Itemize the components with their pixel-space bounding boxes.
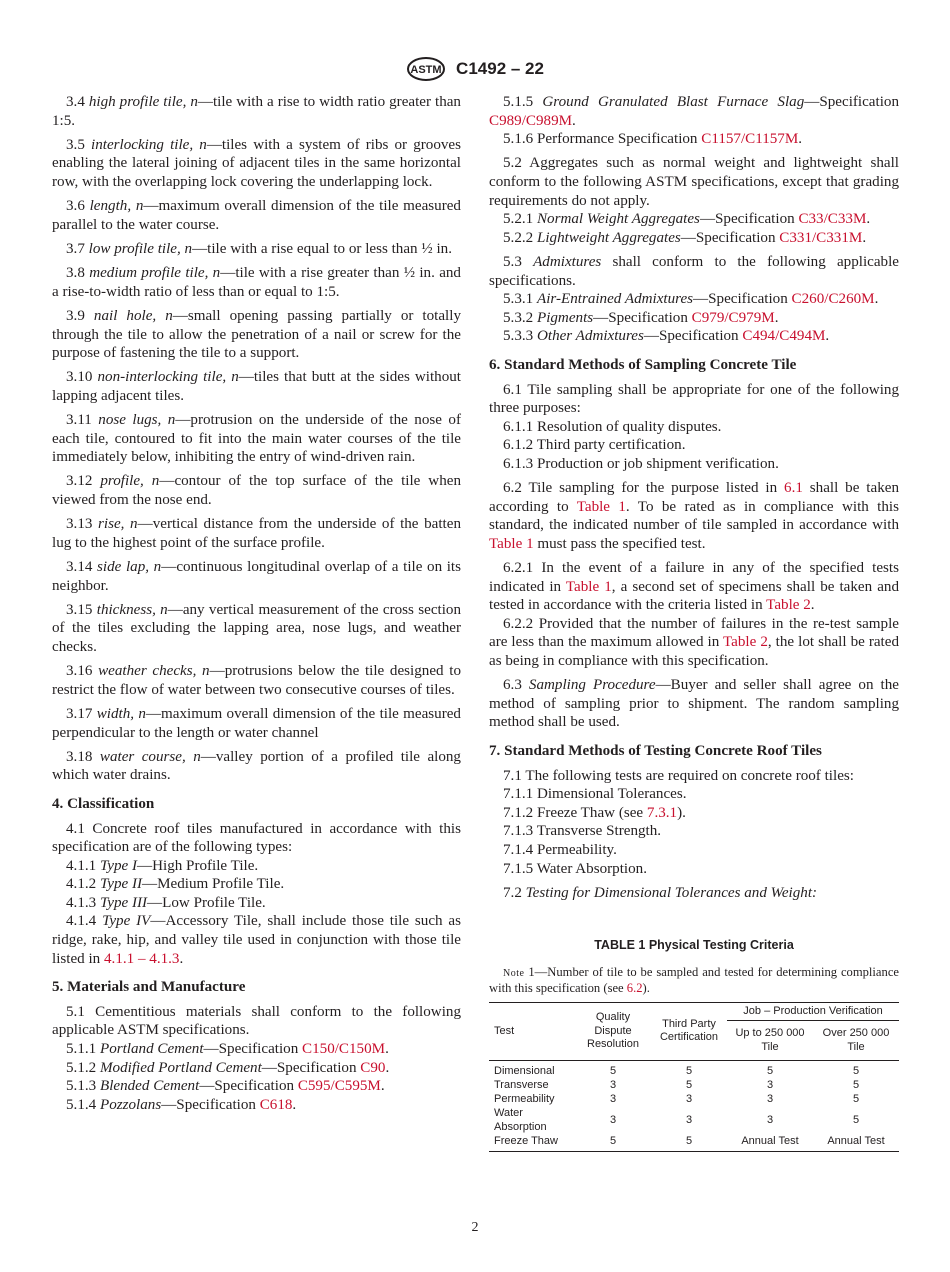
spec-link-c90[interactable]: C90 bbox=[360, 1059, 386, 1076]
page-number: 2 bbox=[471, 1220, 479, 1235]
section-ref-link[interactable]: 6.1 bbox=[784, 480, 803, 497]
definition-3-6: 3.6 length, n—maximum overall dimension of the tile measured parallel to the water course. bbox=[52, 198, 461, 233]
table-cell-value: 5 bbox=[852, 1079, 860, 1091]
table-cell-value: 3 bbox=[766, 1079, 774, 1091]
paragraph-7-1: 7.1 The following tests are required on concrete roof tiles: bbox=[503, 767, 854, 784]
definition-3-12: 3.12 profile, n—contour of the top surface of the tile when viewed from the nose end. bbox=[52, 473, 462, 509]
table-ref-link[interactable]: Table 2 bbox=[723, 634, 768, 651]
paragraph-6-1-1: 6.1.1 Resolution of quality disputes. bbox=[503, 418, 722, 435]
paragraph-5-1: 5.1 Cementitious materials shall conform to the following applicable ASTM specifications. bbox=[52, 1003, 461, 1039]
table-cell-value: 3 bbox=[766, 1114, 774, 1126]
spec-link-c618[interactable]: C618 bbox=[259, 1096, 293, 1113]
table-cell-value: 5 bbox=[852, 1065, 860, 1077]
table-cell-value: 3 bbox=[685, 1114, 693, 1126]
table-cell-value: 5 bbox=[685, 1065, 693, 1077]
spec-link-c331[interactable]: C331/C331M bbox=[779, 229, 863, 246]
table-cell-test-name: Water Absorption bbox=[494, 1107, 547, 1133]
paragraph-5-3-3: 5.3.3 Other Admixtures—Specification C494/C494M. bbox=[503, 328, 830, 345]
table-cell-value: 5 bbox=[685, 1079, 693, 1091]
spec-link-c979[interactable]: C979/C979M bbox=[691, 309, 775, 326]
table-row bbox=[489, 1134, 899, 1152]
spec-link-c150[interactable]: C150/C150M bbox=[302, 1041, 386, 1058]
table-ref-link[interactable]: Table 1 bbox=[576, 498, 626, 515]
paragraph-7-1-4: 7.1.4 Permeability. bbox=[503, 841, 617, 858]
paragraph-5-1-3: 5.1.3 Blended Cement—Specification C595/C595M. bbox=[66, 1078, 385, 1095]
table-row bbox=[489, 1061, 899, 1079]
definition-3-8: 3.8 medium profile tile, n—tile with a rise greater than ½ in. and a rise-to-width ratio of less than or equal to 1:5. bbox=[52, 265, 461, 300]
column-header-third-party: Third Party Certification bbox=[651, 1002, 727, 1061]
paragraph-5-3: 5.3 Admixtures shall conform to the following applicable specifications. bbox=[489, 253, 899, 289]
paragraph-4-1: 4.1 Concrete roof tiles manufactured in accordance with this specification are of the following types: bbox=[52, 820, 461, 856]
table-cell-value: 5 bbox=[852, 1093, 860, 1105]
definition-3-9: 3.9 nail hole, n—small opening passing partially or totally through the tile to allow the penetration of a nail or screw for the purpose of fastening the tile to a support. bbox=[52, 307, 461, 362]
spec-link-c260[interactable]: C260/C260M bbox=[791, 291, 875, 308]
column-header-over-250000: Over 250 000 Tile bbox=[813, 1021, 899, 1061]
section-heading-5: 5. Materials and Manufacture bbox=[52, 979, 246, 996]
definition-3-13: 3.13 rise, n—vertical distance from the underside of the batten lug to the highest point of the surface profile. bbox=[52, 516, 461, 551]
paragraph-5-1-6: 5.1.6 Performance Specification C1157/C1157M. bbox=[503, 131, 803, 148]
table-cell-value: 5 bbox=[575, 1134, 651, 1152]
paragraph-4-1-4: 4.1.4 Type IV—Accessory Tile, shall include those tile such as ridge, rake, hip, and valley tile used in conjunction with those tile listed in 4.1.1 – 4.1.3. bbox=[52, 913, 462, 967]
spec-link-c989[interactable]: C989/C989M bbox=[489, 112, 573, 129]
definition-3-15: 3.15 thickness, n—any vertical measurement of the cross section of the tiles excluding the lapping area, nose lugs, and weather checks. bbox=[52, 601, 461, 655]
paragraph-5-1-2: 5.1.2 Modified Portland Cement—Specification C90. bbox=[66, 1059, 390, 1076]
paragraph-6-3: 6.3 Sampling Procedure—Buyer and seller shall agree on the method of sampling prior to shipment. The random sampling method shall be used. bbox=[489, 677, 899, 731]
paragraph-4-1-2: 4.1.2 Type II—Medium Profile Tile. bbox=[66, 876, 285, 893]
table-row bbox=[489, 1078, 899, 1092]
table-cell-test-name: Transverse bbox=[494, 1079, 549, 1091]
table-cell-value: 5 bbox=[766, 1065, 774, 1077]
svg-text:ASTM: ASTM bbox=[410, 64, 442, 76]
paragraph-4-1-1: 4.1.1 Type I—High Profile Tile. bbox=[66, 857, 259, 874]
table-cell-value: 5 bbox=[609, 1065, 617, 1077]
table-ref-link[interactable]: Table 1 bbox=[565, 578, 612, 595]
definition-3-11: 3.11 nose lugs, n—protrusion on the underside of the nose of each tile, contoured to fit into the main water courses of the tile immediately below, inhibiting the entry of wind-driven rain. bbox=[52, 412, 461, 466]
table-cell-test-name: Dimensional bbox=[494, 1065, 555, 1077]
section-heading-4: 4. Classification bbox=[52, 795, 155, 812]
paragraph-6-1: 6.1 Tile sampling shall be appropriate for one of the following three purposes: bbox=[489, 381, 899, 417]
column-header-up-to-250000: Up to 250 000 Tile bbox=[727, 1021, 813, 1061]
paragraph-5-1-4: 5.1.4 Pozzolans—Specification C618. bbox=[66, 1096, 297, 1113]
paragraph-7-1-5: 7.1.5 Water Absorption. bbox=[503, 860, 647, 877]
paragraph-7-1-2: 7.1.2 Freeze Thaw (see 7.3.1). bbox=[503, 804, 686, 821]
spec-link-c33[interactable]: C33/C33M bbox=[798, 211, 867, 228]
section-heading-7: 7. Standard Methods of Testing Concrete Roof Tiles bbox=[489, 742, 822, 759]
definition-3-16: 3.16 weather checks, n—protrusions below the tile designed to restrict the flow of water between two consecutive courses of tiles. bbox=[52, 663, 461, 698]
paragraph-5-3-1: 5.3.1 Air-Entrained Admixtures—Specification C260/C260M. bbox=[503, 291, 879, 308]
table-1-note: Note 1—Number of tile to be sampled and tested for determining compliance with this specification (see 6.2). bbox=[489, 964, 899, 995]
right-column bbox=[489, 93, 899, 1152]
spec-link-c494[interactable]: C494/C494M bbox=[742, 328, 826, 345]
column-group-job-production: Job – Production Verification bbox=[727, 1002, 899, 1021]
table-row bbox=[489, 1106, 899, 1134]
document-number: C1492 – 22 bbox=[456, 59, 544, 78]
page-header bbox=[0, 56, 950, 82]
definition-3-5: 3.5 interlocking tile, n—tiles with a system of ribs or grooves enabling the lateral joining of adjacent tiles in the same horizontal row, with the overlapping lock covering the underlapping lock. bbox=[52, 136, 461, 190]
table-cell-value: 3 bbox=[685, 1093, 693, 1105]
section-heading-6: 6. Standard Methods of Sampling Concrete Tile bbox=[489, 356, 797, 373]
column-header-quality-dispute: Quality Dispute Resolution bbox=[575, 1002, 651, 1061]
definition-3-10: 3.10 non-interlocking tile, n—tiles that butt at the sides without lapping adjacent tiles. bbox=[52, 369, 461, 404]
paragraph-5-2-2: 5.2.2 Lightweight Aggregates—Specification C331/C331M. bbox=[503, 229, 867, 246]
astm-logo bbox=[406, 56, 446, 82]
definition-3-17: 3.17 width, n—maximum overall dimension of the tile measured perpendicular to the length or water channel bbox=[52, 705, 461, 741]
table-row bbox=[489, 1092, 899, 1106]
paragraph-4-1-3: 4.1.3 Type III—Low Profile Tile. bbox=[66, 894, 266, 911]
section-ref-link[interactable]: 6.2 bbox=[626, 980, 643, 995]
column-header-test: Test bbox=[489, 1002, 575, 1061]
table-cell-test-name: Freeze Thaw bbox=[489, 1134, 575, 1152]
paragraph-5-1-5: 5.1.5 Ground Granulated Blast Furnace Slag—Specification C989/C989M. bbox=[489, 94, 899, 129]
table-ref-link[interactable]: Table 2 bbox=[766, 597, 811, 614]
paragraph-5-3-2: 5.3.2 Pigments—Specification C979/C979M. bbox=[503, 309, 779, 326]
paragraph-5-2-1: 5.2.1 Normal Weight Aggregates—Specification C33/C33M. bbox=[503, 211, 871, 228]
paragraph-6-1-2: 6.1.2 Third party certification. bbox=[503, 437, 686, 454]
table-cell-value: Annual Test bbox=[727, 1134, 813, 1152]
definition-3-7: 3.7 low profile tile, n—tile with a rise equal to or less than ½ in. bbox=[66, 240, 452, 257]
left-column bbox=[52, 93, 461, 1114]
table-cell-value: 3 bbox=[609, 1093, 617, 1105]
table-cell-value: 5 bbox=[651, 1134, 727, 1152]
table-cell-value: 3 bbox=[766, 1093, 774, 1105]
section-ref-link[interactable]: 4.1.1 – 4.1.3 bbox=[104, 950, 180, 967]
table-cell-value: 5 bbox=[852, 1114, 860, 1126]
paragraph-6-2: 6.2 Tile sampling for the purpose listed in 6.1 shall be taken according to Table 1. To be rated as in compliance with this standard, the indicated number of tile sampled in accordance with Table 1 must pass the specified test. bbox=[489, 480, 899, 552]
definition-3-18: 3.18 water course, n—valley portion of a profiled tile along which water drains. bbox=[52, 748, 461, 784]
paragraph-7-2: 7.2 Testing for Dimensional Tolerances and Weight: bbox=[503, 884, 818, 901]
paragraph-5-1-1: 5.1.1 Portland Cement—Specification C150/C150M. bbox=[66, 1041, 389, 1058]
table-cell-value: 3 bbox=[609, 1114, 617, 1126]
paragraph-6-2-2: 6.2.2 Provided that the number of failures in the re-test sample are less than the maximum allowed in Table 2, the lot shall be rated as being in compliance with this specification. bbox=[489, 615, 900, 669]
spec-link-c595[interactable]: C595/C595M bbox=[297, 1078, 381, 1095]
definition-3-14: 3.14 side lap, n—continuous longitudinal overlap of a tile on its neighbor. bbox=[52, 559, 461, 594]
paragraph-6-1-3: 6.1.3 Production or job shipment verification. bbox=[503, 455, 779, 472]
paragraph-7-1-3: 7.1.3 Transverse Strength. bbox=[503, 823, 662, 840]
table-cell-test-name: Permeability bbox=[494, 1093, 555, 1105]
paragraph-6-2-1: 6.2.1 In the event of a failure in any of the specified tests indicated in Table 1, a second set of specimens shall be taken and tested in accordance with the criteria listed in Table 2. bbox=[489, 560, 899, 614]
definition-3-4: 3.4 high profile tile, n—tile with a rise to width ratio greater than 1:5. bbox=[52, 94, 461, 129]
physical-testing-criteria-table bbox=[489, 1002, 899, 1153]
table-cell-value: 3 bbox=[609, 1079, 617, 1091]
table-1-title: TABLE 1 Physical Testing Criteria bbox=[594, 938, 794, 953]
table-ref-link[interactable]: Table 1 bbox=[489, 535, 534, 552]
spec-link-c1157[interactable]: C1157/C1157M bbox=[701, 131, 799, 148]
paragraph-5-2: 5.2 Aggregates such as normal weight and lightweight shall conform to the following ASTM specifications, except that grading requirements do not apply. bbox=[489, 155, 899, 209]
section-ref-link[interactable]: 7.3.1 bbox=[646, 804, 678, 821]
table-cell-value: Annual Test bbox=[813, 1134, 899, 1152]
paragraph-7-1-1: 7.1.1 Dimensional Tolerances. bbox=[503, 786, 687, 803]
